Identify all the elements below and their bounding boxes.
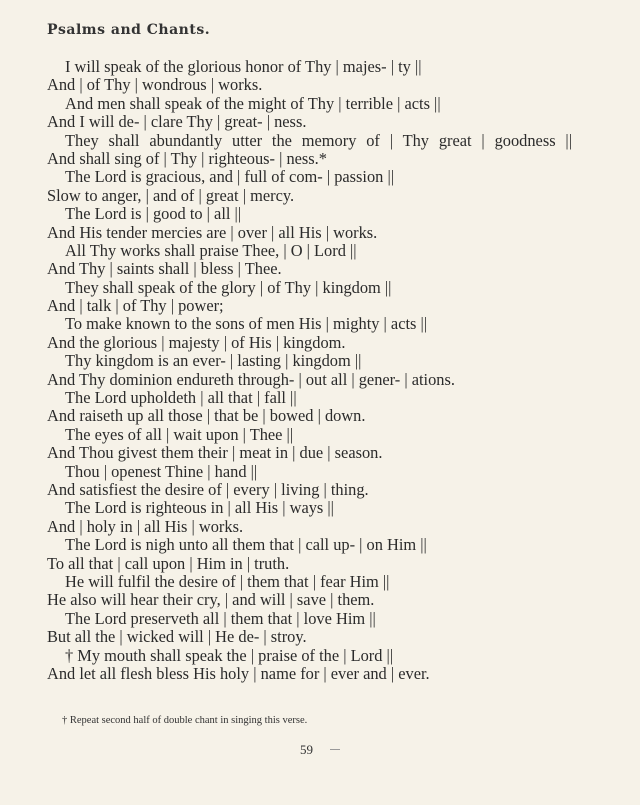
verse-line: And the glorious | majesty | of His | kingdom. xyxy=(47,332,346,352)
verse-line: † My mouth shall speak the | praise of the | Lord || xyxy=(65,645,394,665)
verse-line: And His tender mercies are | over | all His | works. xyxy=(47,222,378,242)
verse-line: He also will hear their cry, | and will | save | them. xyxy=(47,590,375,610)
verse-line: The Lord is nigh unto all them that | call up- | on Him || xyxy=(65,535,427,555)
verse-line: And raiseth up all those | that be | bowed | down. xyxy=(47,406,366,426)
verse-line: And satisfiest the desire of | every | living | thing. xyxy=(47,480,369,499)
verse-line: But all the | wicked will | He de- | stroy. xyxy=(47,627,307,647)
verse-line: Thy kingdom is an ever- | lasting | kingdom || xyxy=(65,351,362,371)
verse-line: The eyes of all | wait upon | Thee || xyxy=(65,424,294,444)
verse-line: The Lord upholdeth | all that | fall || xyxy=(65,388,297,408)
verse-line: To make known to the sons of men His | mighty | acts || xyxy=(65,314,428,334)
verse-line: The Lord is righteous in | all His | ways || xyxy=(65,498,334,518)
verse-line: And Thy | saints shall | bless | Thee. xyxy=(47,259,282,279)
verse-line: I will speak of the glorious honor of Thy | majes- | ty || xyxy=(65,57,422,76)
verse-line: And | holy in | all His | works. xyxy=(47,516,244,536)
verse-line: The Lord preserveth all | them that | love Him || xyxy=(65,608,376,628)
page-number: 59 xyxy=(300,742,313,757)
verse-line: And Thou givest them their | meat in | due | season. xyxy=(47,443,383,463)
verse-line: And | talk | of Thy | power; xyxy=(47,296,224,316)
verse-line: To all that | call upon | Him in | truth. xyxy=(47,553,290,573)
verse-line: And men shall speak of the might of Thy | terrible | acts || xyxy=(65,93,441,113)
running-head: Psalms and Chants. xyxy=(47,22,211,38)
verse-line: And shall sing of | Thy | righteous- | ness.* xyxy=(47,148,327,168)
verse-line: And | of Thy | wondrous | works. xyxy=(47,75,263,95)
verse-line: And Thy dominion endureth through- | out all | gener- | ations. xyxy=(47,369,455,389)
chant-verses xyxy=(47,58,572,683)
verse-line: They shall speak of the glory | of Thy | kingdom || xyxy=(65,277,392,297)
verse-line: All Thy works shall praise Thee, | O | Lord || xyxy=(65,240,357,260)
verse-line: Thou | openest Thine | hand || xyxy=(65,461,258,481)
verse-line: And I will de- | clare Thy | great- | ness. xyxy=(47,112,307,132)
verse-line: And let all flesh bless His holy | name for | ever and | ever. xyxy=(47,663,430,683)
footnote: † Repeat second half of double chant in singing this verse. xyxy=(62,715,308,726)
verse-line: Slow to anger, | and of | great | mercy. xyxy=(47,185,295,205)
verse-line: The Lord is gracious, and | full of com- | passion || xyxy=(65,167,395,187)
verse-line: The Lord is | good to | all || xyxy=(65,204,242,224)
verse-line: He will fulfil the desire of | them that | fear Him || xyxy=(65,571,390,591)
page-number-dash xyxy=(330,749,340,750)
verse-line: They shall abundantly utter the memory of | Thy great | goodness || xyxy=(65,130,572,150)
